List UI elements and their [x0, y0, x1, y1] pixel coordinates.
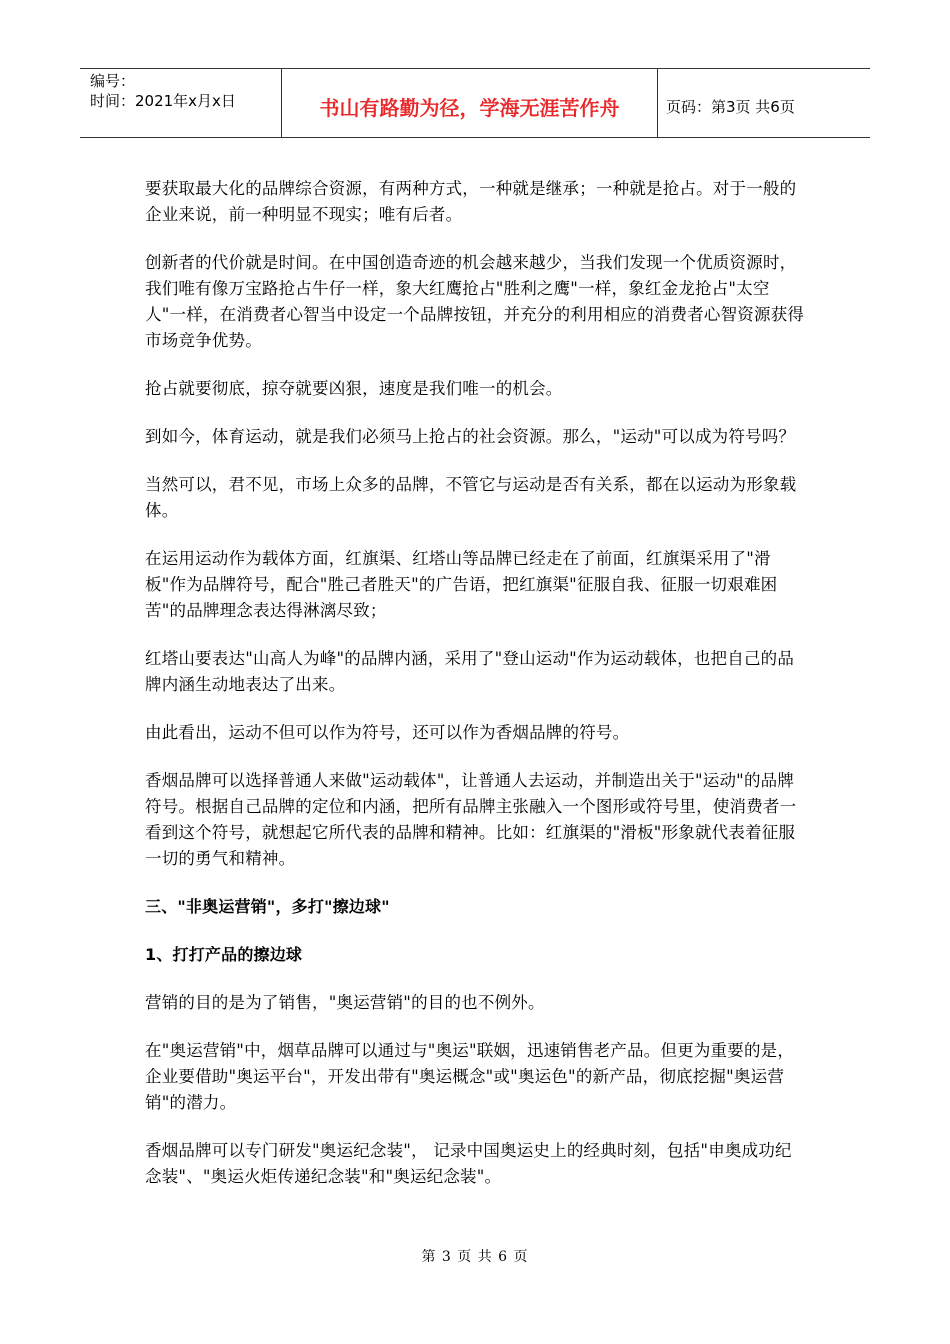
paragraph: 抢占就要彻底，掠夺就要凶狠，速度是我们唯一的机会。 — [145, 379, 563, 398]
paragraph: 在"奥运营销"中，烟草品牌可以通过与"奥运"联姻，迅速销售老产品。但更为重要的是，企业要借助"奥运平台"，开发出带有"奥运概念"或"奥运色"的新产品，彻底挖掘"奥运营销"的潜力。 — [145, 1041, 795, 1112]
header-meta — [80, 69, 282, 137]
header-motto: 书山有路勤为径，学海无涯苦作舟 — [282, 69, 658, 137]
paragraph: 香烟品牌可以选择普通人来做"运动载体"，让普通人去运动，并制造出关于"运动"的品牌符号。根据自己品牌的定位和内涵，把所有品牌主张融入一个图形或符号里，使消费者一看到这个符号，就想起它所代表的品牌和精神。比如：红旗渠的"滑板"形象就代表着征服一切的勇气和精神。 — [145, 771, 797, 868]
paragraph: 到如今，体育运动，就是我们必须马上抢占的社会资源。那么，"运动"可以成为符号吗？ — [145, 427, 796, 446]
page-footer: 第 3 页 共 6 页 — [421, 1249, 529, 1265]
paragraph: 创新者的代价就是时间。在中国创造奇迹的机会越来越少，当我们发现一个优质资源时，我们唯有像万宝路抢占牛仔一样，象大红鹰抢占"胜利之鹰"一样，象红金龙抢占"太空人"一样，在消费者心智当中设定一个品牌按钮，并充分的利用相应的消费者心智资源获得市场竞争优势。 — [145, 253, 805, 350]
section-heading: 三、"非奥运营销"，多打"擦边球" — [145, 897, 390, 916]
paragraph: 由此看出，运动不但可以作为符号，还可以作为香烟品牌的符号。 — [145, 723, 630, 742]
document-number-label: 编号： — [90, 72, 136, 90]
page-header — [80, 68, 870, 138]
paragraph: 要获取最大化的品牌综合资源，有两种方式，一种就是继承；一种就是抢占。对于一般的企业来说，前一种明显不现实；唯有后者。 — [145, 179, 797, 224]
document-body — [145, 176, 807, 1212]
paragraph: 营销的目的是为了销售，"奥运营销"的目的也不例外。 — [145, 993, 545, 1012]
paragraph: 在运用运动作为载体方面，红旗渠、红塔山等品牌已经走在了前面，红旗渠采用了"滑板"作为品牌符号，配合"胜己者胜天"的广告语，把红旗渠"征服自我、征服一切艰难困苦"的品牌理念表达得淋漓尽致； — [145, 549, 778, 620]
section-heading: 1、打打产品的擦边球 — [145, 945, 303, 964]
paragraph: 红塔山要表达"山高人为峰"的品牌内涵，采用了"登山运动"作为运动载体，也把自己的品牌内涵生动地表达了出来。 — [145, 649, 795, 694]
header-page-info: 页码：第3页 共6页 — [666, 97, 795, 116]
document-date: 时间：2021年x月x日 — [90, 92, 236, 110]
paragraph: 当然可以，君不见，市场上众多的品牌，不管它与运动是否有关系，都在以运动为形象载体。 — [145, 475, 797, 520]
paragraph: 香烟品牌可以专门研发"奥运纪念装"， 记录中国奥运史上的经典时刻，包括"申奥成功纪念装"、"奥运火炬传递纪念装"和"奥运纪念装"。 — [145, 1141, 792, 1186]
